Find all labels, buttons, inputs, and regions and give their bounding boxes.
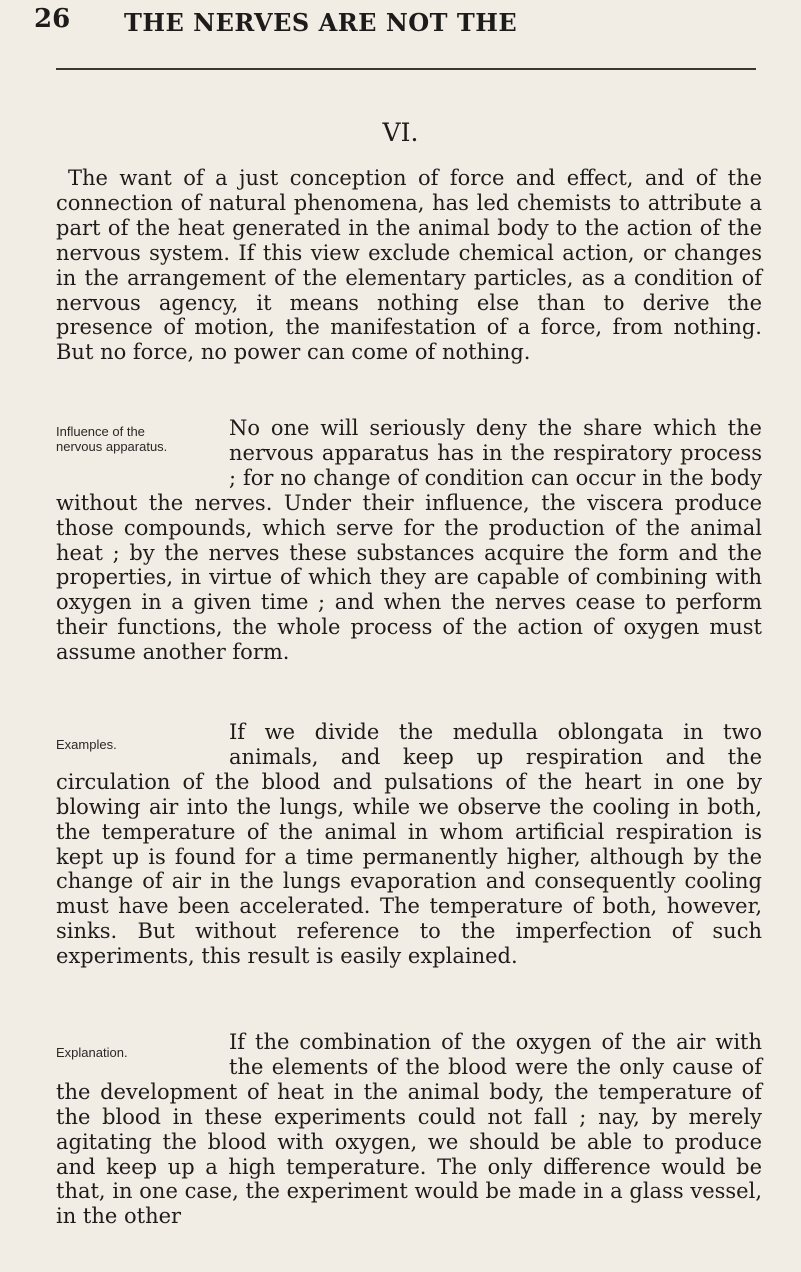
sidenote-gutter: [48, 416, 229, 490]
page-number: 26: [34, 4, 71, 34]
sidenote-gutter: [48, 720, 229, 768]
sidenote-examples: Examples.: [56, 737, 117, 752]
paragraph-2: [56, 416, 762, 665]
page-header: [34, 4, 754, 44]
header-rule: [56, 68, 756, 70]
section-heading: VI.: [382, 118, 419, 147]
paragraph-text: If the combination of the oxygen of the air with the elements of the blood were the only cause of the development of heat in the animal body, the temperature of the blood in these experiments could not fall ; nay, by merely agitating the blood with oxygen, we should be able to produce and keep up a high temperature. The only difference would be that, in one case, the experiment would be made in a glass vessel, in the other: [56, 1030, 762, 1229]
sidenote-explanation: Explanation.: [56, 1045, 128, 1060]
running-title: THE NERVES ARE NOT THE: [124, 8, 518, 37]
sidenote-influence: Influence of the nervous apparatus.: [56, 424, 168, 454]
paragraph-1: [56, 166, 762, 365]
paragraph-3: [56, 720, 762, 969]
paragraph-text: If we divide the medulla oblongata in two animals, and keep up respiration and the circulation of the blood and pulsations of the heart in one by blowing air into the lungs, while we observe the cooling in both, the temperature of the animal in whom artificial respiration is kept up is found for a time permanently higher, although by the change of air in the lungs evaporation and consequently cooling must have been accelerated. The temperature of both, however, sinks. But without reference to the imperfection of such experiments, this result is easily explained.: [56, 720, 762, 969]
paragraph-4: [56, 1030, 762, 1229]
sidenote-gutter: [48, 1030, 229, 1078]
paragraph-text: No one will seriously deny the share which the nervous apparatus has in the respiratory process ; for no change of condition can occur in the body without the nerves. Under their influence, the viscera produce those compounds, which serve for the production of the animal heat ; by the nerves these substances acquire the form and the properties, in virtue of which they are capable of combining with oxygen in a given time ; and when the nerves cease to perform their functions, the whole process of the action of oxygen must assume another form.: [56, 416, 762, 665]
paragraph-text: The want of a just conception of force and effect, and of the connection of natural phenomena, has led chemists to attribute a part of the heat generated in the animal body to the action of the nervous system. If this view exclude chemical action, or changes in the arrangement of the elementary particles, as a condition of nervous agency, it means nothing else than to derive the presence of motion, the manifestation of a force, from nothing. But no force, no power can come of nothing.: [56, 166, 762, 365]
